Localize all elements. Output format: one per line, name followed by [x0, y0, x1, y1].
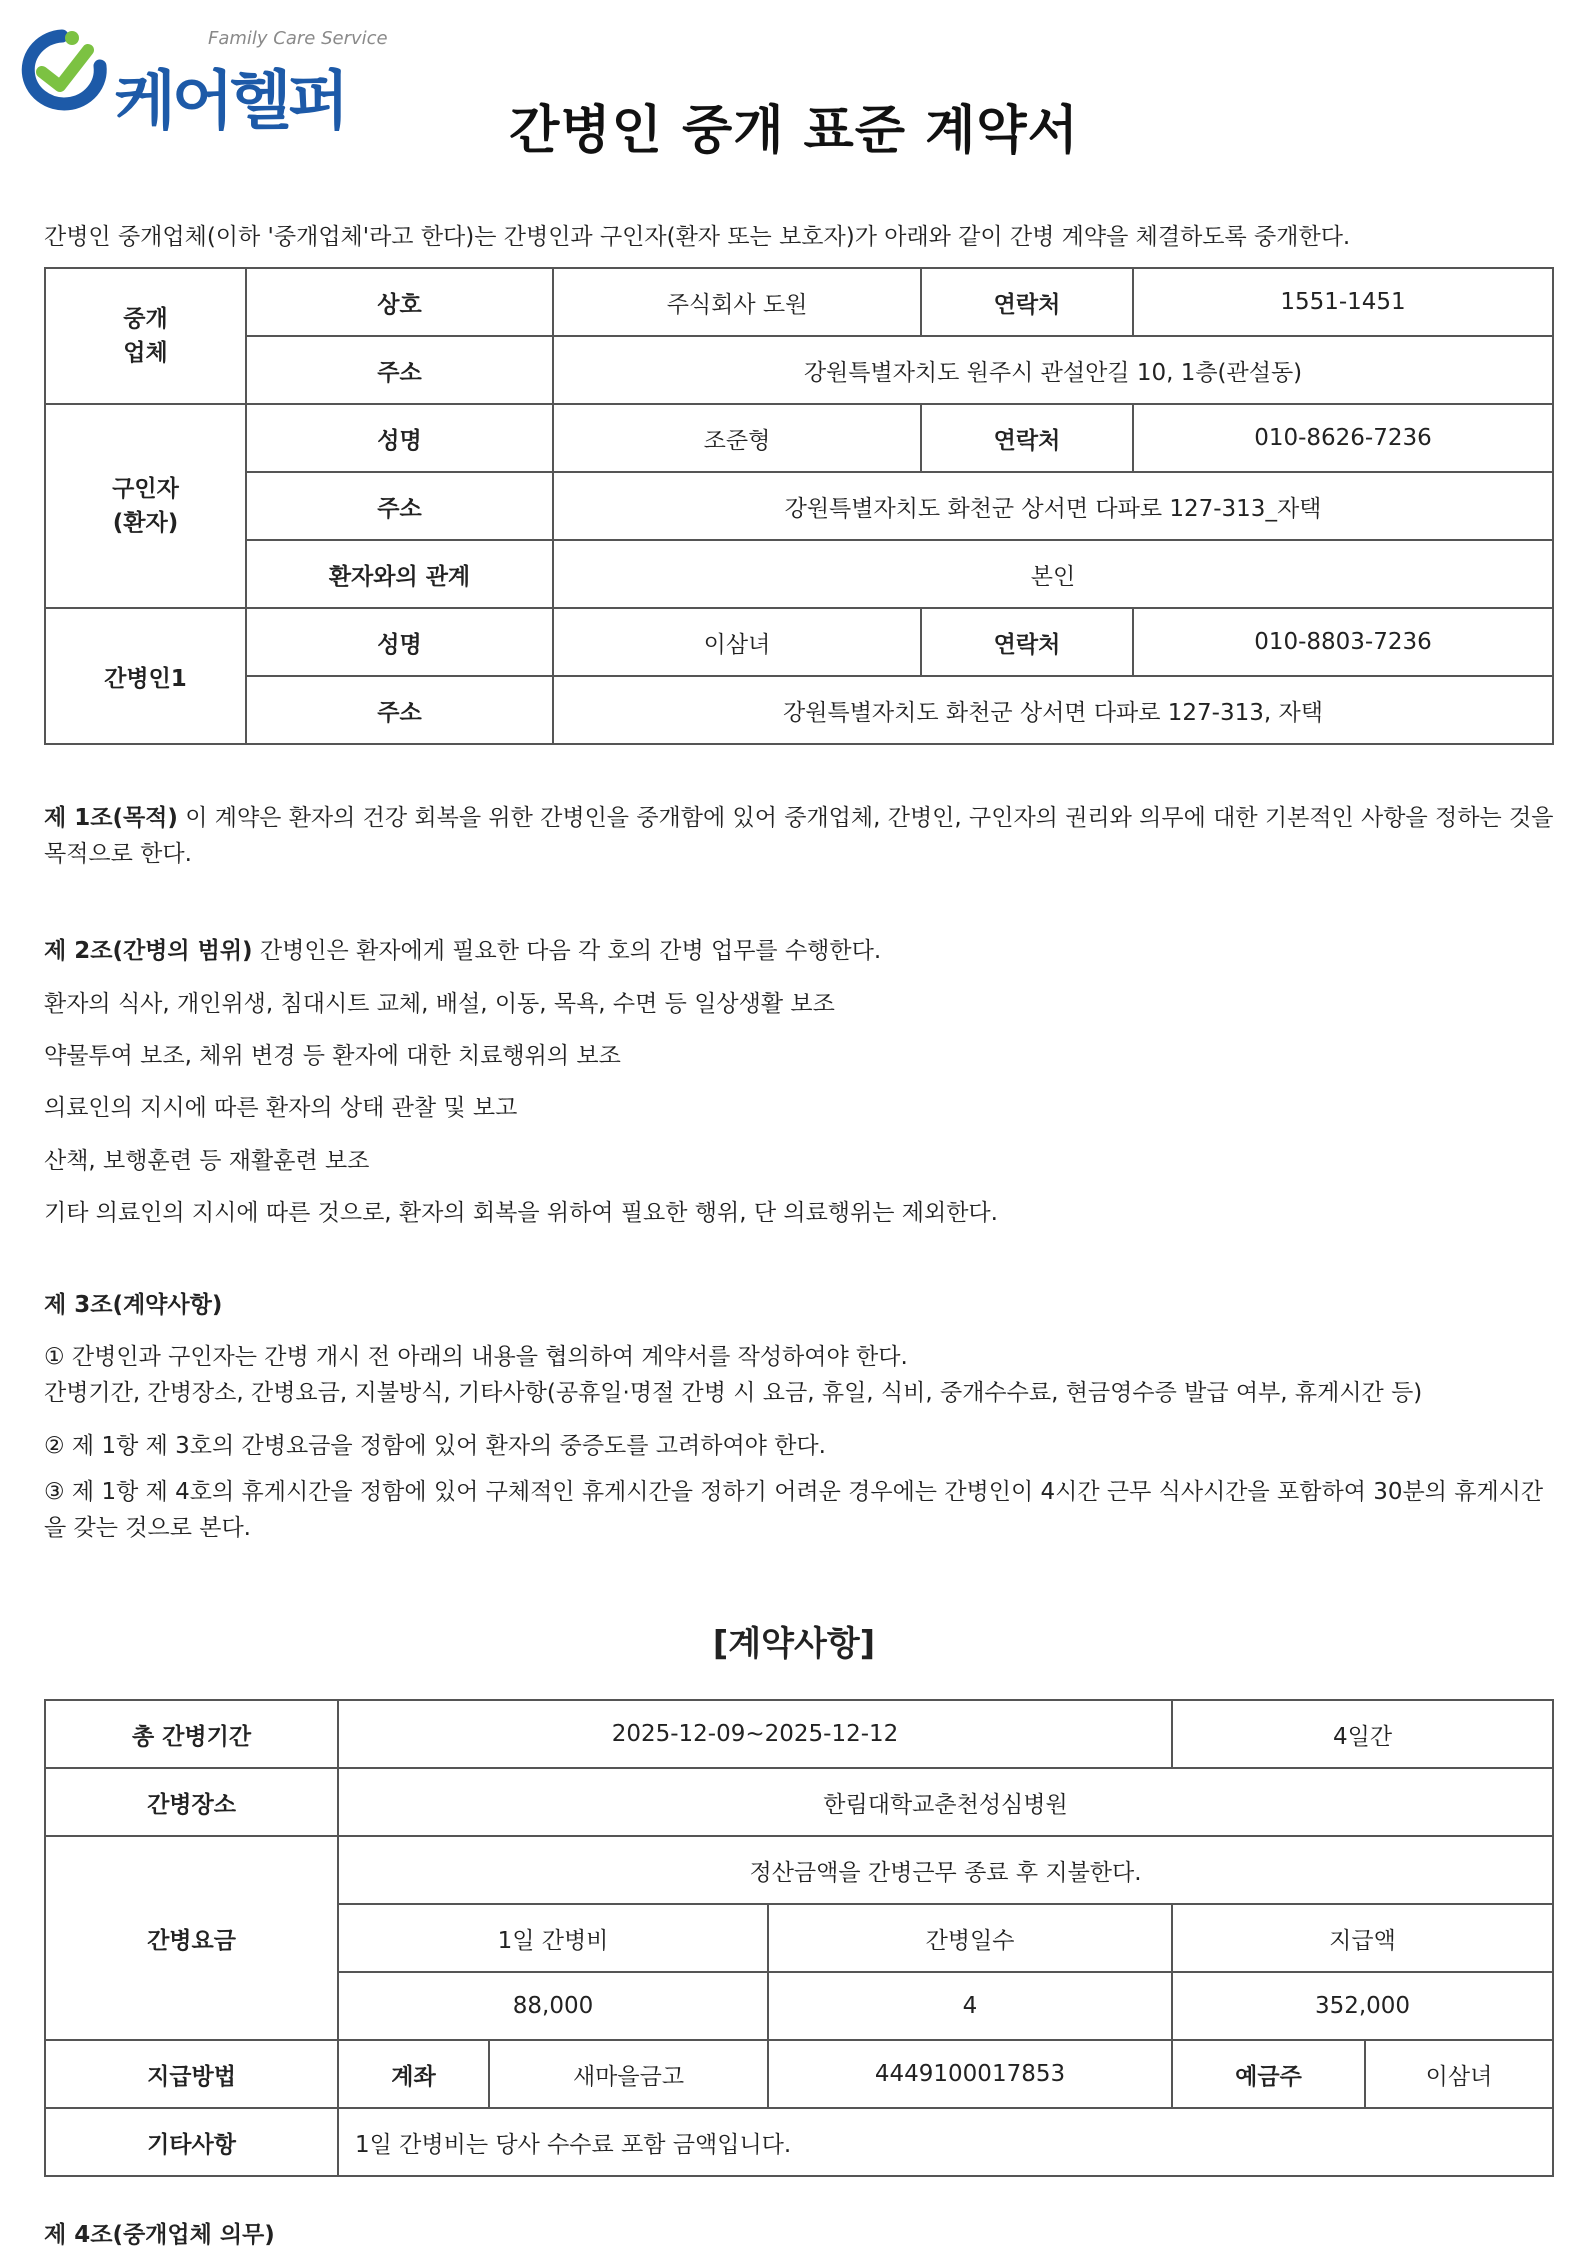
- article-2-text: 간병인은 환자에게 필요한 다음 각 호의 간병 업무를 수행한다.: [252, 938, 882, 964]
- article-1-heading: 제 1조(목적): [44, 805, 178, 831]
- caregiver-name-label: 성명: [246, 608, 553, 676]
- agency-contact-label: 연락처: [921, 268, 1133, 336]
- caregiver-name: 이삼녀: [553, 608, 921, 676]
- fee-label: 간병요금: [45, 1836, 338, 2040]
- client-name: 조준형: [553, 404, 921, 472]
- caregiver-contact-label: 연락처: [921, 608, 1133, 676]
- logo-name: 케어헬퍼: [114, 65, 346, 139]
- daily-fee-label: 1일 간병비: [338, 1904, 768, 1972]
- total-value: 352,000: [1172, 1972, 1553, 2040]
- article-2-item: 기타 의료인의 지시에 따른 것으로, 환자의 회복을 위하여 필요한 행위, 단 의료행위는 제외한다.: [44, 1200, 998, 1226]
- holder-label: 예금주: [1172, 2040, 1365, 2108]
- etc-label: 기타사항: [45, 2108, 338, 2176]
- agency-contact: 1551-1451: [1133, 268, 1553, 336]
- caregiver-contact: 010-8803-7236: [1133, 608, 1553, 676]
- agency-address: 강원특별자치도 원주시 관설안길 10, 1층(관설동): [553, 336, 1553, 404]
- caregiver-address: 강원특별자치도 화천군 상서면 다파로 127-313, 자택: [553, 676, 1553, 744]
- client-name-label: 성명: [246, 404, 553, 472]
- article-2-heading: 제 2조(간병의 범위): [44, 938, 253, 964]
- etc-value: 1일 간병비는 당사 수수료 포함 금액입니다.: [338, 2108, 1553, 2176]
- bank-name: 새마을금고: [489, 2040, 768, 2108]
- article-1: [44, 800, 1554, 872]
- holder-name: 이삼녀: [1365, 2040, 1553, 2108]
- article-2-item: 환자의 식사, 개인위생, 침대시트 교체, 배설, 이동, 목욕, 수면 등 일상생활 보조: [44, 991, 835, 1017]
- caregiver-group-label: 간병인1: [45, 608, 246, 744]
- period-value: 2025-12-09~2025-12-12: [338, 1700, 1172, 1768]
- client-relation: 본인: [553, 540, 1553, 608]
- daily-fee: 88,000: [338, 1972, 768, 2040]
- days-label: 간병일수: [768, 1904, 1172, 1972]
- document-title: 간병인 중개 표준 계약서: [509, 101, 1079, 161]
- period-days: 4일간: [1172, 1700, 1553, 1768]
- days-value: 4: [768, 1972, 1172, 2040]
- agency-name-label: 상호: [246, 268, 553, 336]
- article-2-item: 약물투여 보조, 체위 변경 등 환자에 대한 치료행위의 보조: [44, 1043, 621, 1069]
- contract-table: [44, 1699, 1554, 2177]
- payment-label: 지급방법: [45, 2040, 338, 2108]
- article-2-item: 산책, 보행훈련 등 재활훈련 보조: [44, 1148, 370, 1174]
- place-label: 간병장소: [45, 1768, 338, 1836]
- agency-group-label: 중개 업체: [45, 268, 246, 404]
- agency-name: 주식회사 도원: [553, 268, 921, 336]
- article-1-text: 이 계약은 환자의 건강 회복을 위한 간병인을 중개함에 있어 중개업체, 간병인, 구인자의 권리와 의무에 대한 기본적인 사항을 정하는 것을 목적으로 한다.: [44, 805, 1554, 867]
- intro-text: 간병인 중개업체(이하 '중개업체'라고 한다)는 간병인과 구인자(환자 또는 보호자)가 아래와 같이 간병 계약을 체결하도록 중개한다.: [44, 224, 1351, 250]
- period-label: 총 간병기간: [45, 1700, 338, 1768]
- place-value: 한림대학교춘천성심병원: [338, 1768, 1553, 1836]
- fee-note: 정산금액을 간병근무 종료 후 지불한다.: [338, 1836, 1553, 1904]
- client-address: 강원특별자치도 화천군 상서면 다파로 127-313_자택: [553, 472, 1553, 540]
- total-label: 지급액: [1172, 1904, 1553, 1972]
- client-contact-label: 연락처: [921, 404, 1133, 472]
- article-3-p3: ③ 제 1항 제 4호의 휴게시간을 정함에 있어 구체적인 휴게시간을 정하기 어려운 경우에는 간병인이 4시간 근무 식사시간을 포함하여 30분의 휴게시간을 갖는 것으로 본다.: [44, 1479, 1544, 1541]
- caregiver-address-label: 주소: [246, 676, 553, 744]
- article-3-p1b: 간병기간, 간병장소, 간병요금, 지불방식, 기타사항(공휴일·명절 간병 시 요금, 휴일, 식비, 중개수수료, 현금영수증 발급 여부, 휴게시간 등): [44, 1380, 1423, 1406]
- account-number: 4449100017853: [768, 2040, 1172, 2108]
- parties-table: [44, 267, 1554, 745]
- logo-tagline: Family Care Service: [208, 28, 388, 49]
- article-3-p2: ② 제 1항 제 3호의 간병요금을 정함에 있어 환자의 중증도를 고려하여야 한다.: [44, 1433, 826, 1459]
- client-group-label: 구인자 (환자): [45, 404, 246, 608]
- client-address-label: 주소: [246, 472, 553, 540]
- client-relation-label: 환자와의 관계: [246, 540, 553, 608]
- article-4-heading: 제 4조(중개업체 의무): [44, 2222, 275, 2248]
- article-3-heading: 제 3조(계약사항): [44, 1292, 223, 1318]
- client-contact: 010-8626-7236: [1133, 404, 1553, 472]
- article-2: [44, 932, 881, 965]
- contract-section-title: [계약사항]: [712, 1624, 876, 1664]
- agency-address-label: 주소: [246, 336, 553, 404]
- article-2-item: 의료인의 지시에 따른 환자의 상태 관찰 및 보고: [44, 1095, 518, 1121]
- account-label: 계좌: [338, 2040, 489, 2108]
- article-3-p1: ① 간병인과 구인자는 간병 개시 전 아래의 내용을 협의하여 계약서를 작성하여야 한다.: [44, 1344, 908, 1370]
